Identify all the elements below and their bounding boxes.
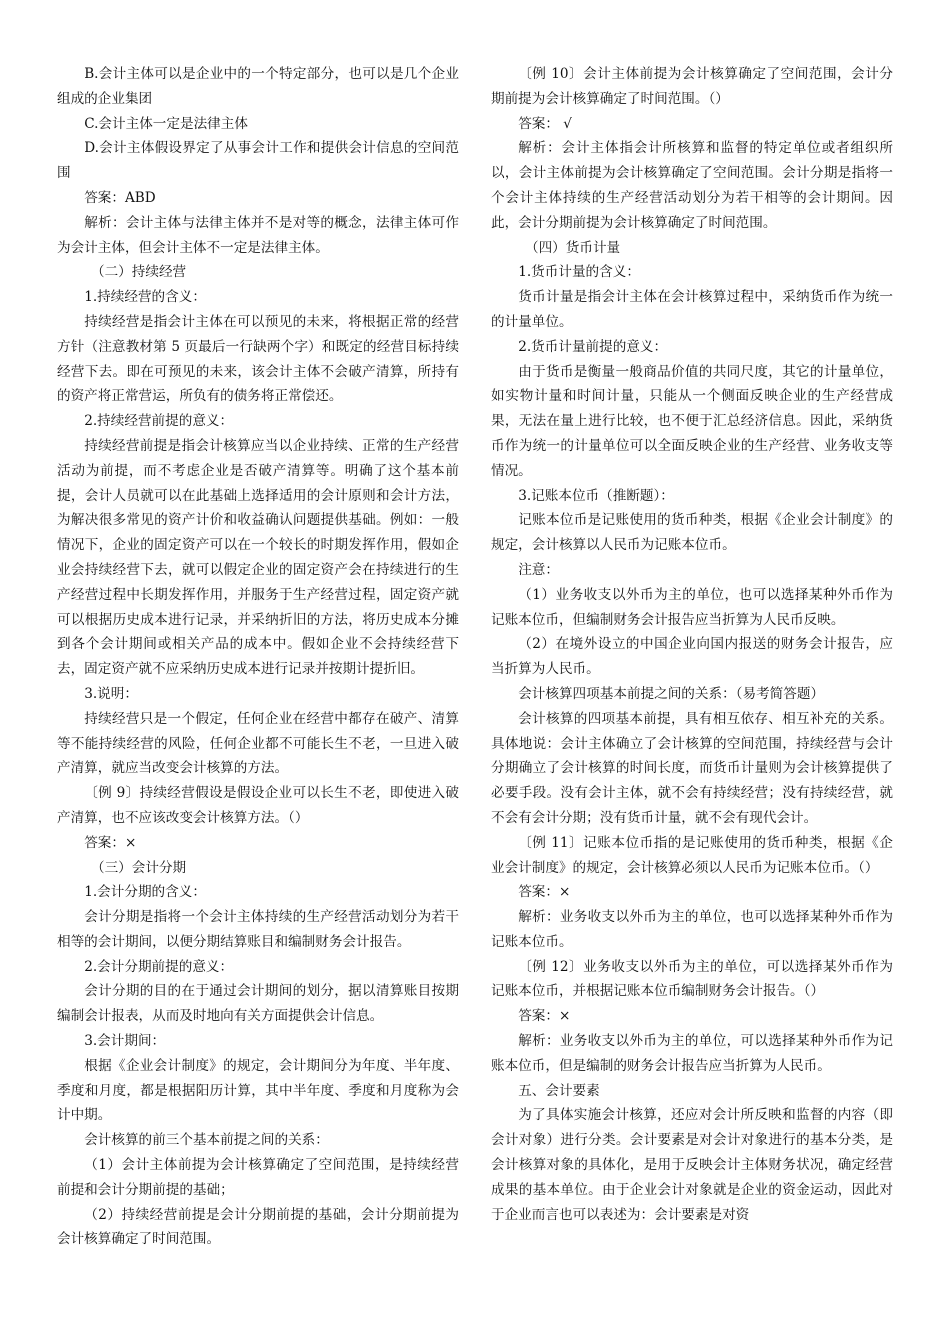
paragraph: 〔例 12〕业务收支以外币为主的单位，可以选择某外币作为记账本位币，并根据记账本位币编制财务会计报告。（）	[491, 958, 893, 1000]
paragraph: （二）持续经营	[91, 264, 187, 281]
paragraph: 注意：	[518, 561, 559, 578]
paragraph: 解析：会计主体与法律主体并不是对等的概念，法律主体可作为会计主体，但会计主体不一定是法律主体。	[57, 214, 459, 256]
paragraph: 会计分期的目的在于通过会计期间的划分，据以清算账目按期编制会计报表，从而及时地向有关方面提供会计信息。	[57, 983, 459, 1025]
paragraph: （2）持续经营前提是会计分期前提的基础，会计分期前提为会计核算确定了时间范围。	[57, 1206, 459, 1248]
paragraph: 答案：ABD	[84, 189, 156, 206]
paragraph: 会计核算四项基本前提之间的关系：（易考简答题）	[518, 685, 825, 702]
paragraph: 根据《企业会计制度》的规定，会计期间分为年度、半年度、季度和月度，都是根据阳历计算，其中半年度、季度和月度称为会计中期。	[57, 1057, 459, 1124]
paragraph: C.会计主体一定是法律主体	[84, 115, 248, 132]
paragraph: 货币计量是指会计主体在会计核算过程中，采纳货币作为统一的计量单位。	[491, 289, 893, 330]
paragraph: 解析：会计主体指会计所核算和监督的特定单位或者组织所以，会计主体前提为会计核算确定了空间范围。会计分期是指将一个会计主体持续的生产经营活动划分为若干相等的会计期间。因此，会计分期前提为会计核算确定了时间范围。	[491, 140, 893, 231]
paragraph: D.会计主体假设界定了从事会计工作和提供会计信息的空间范围	[57, 140, 459, 182]
paragraph: 〔例 10〕会计主体前提为会计核算确定了空间范围，会计分期前提为会计核算确定了时间范围。（）	[491, 66, 893, 107]
paragraph: （1）业务收支以外币为主的单位，也可以选择某种外币作为记账本位币，但编制财务会计报告应当折算为人民币反映。	[491, 586, 893, 628]
paragraph: 持续经营只是一个假定，任何企业在经营中都存在破产、清算等不能持续经营的风险，任何企业都不可能长生不老，一旦进入破产清算，就应当改变会计核算的方法。	[57, 710, 459, 777]
paragraph: （四）货币计量	[525, 239, 621, 256]
paragraph: 2.货币计量前提的意义：	[518, 338, 668, 355]
paragraph: 1.持续经营的含义：	[84, 289, 206, 306]
paragraph: 会计核算的四项基本前提，具有相互依存、相互补充的关系。具体地说：会计主体确立了会计核算的空间范围，持续经营与会计分期确立了会计核算的时间长度，而货币计量则为会计核算提供了必要手段。没有会计主体，就不会有持续经营；没有持续经营，就不会有会计分期；没有货币计量，就不会有现代会计。	[491, 710, 893, 826]
paragraph: B.会计主体可以是企业中的一个特定部分，也可以是几个企业组成的企业集团	[57, 66, 459, 107]
paragraph: 会计分期是指将一个会计主体持续的生产经营活动划分为若干相等的会计期间，以便分期结算账目和编制财务会计报告。	[57, 909, 459, 950]
paragraph: 3.记账本位币（推断题）：	[518, 487, 674, 504]
paragraph: 由于货币是衡量一般商品价值的共同尺度，其它的计量单位，如实物计量和时间计量，只能从一个侧面反映企业的生产经营成果，无法在量上进行比较，也不便于汇总经济信息。因此，采纳货币作为统一的计量单位可以全面反映企业的生产经营、业务收支等情况。	[491, 363, 893, 479]
paragraph: 记账本位币是记账使用的货币种类，根据《企业会计制度》的规定，会计核算以人民币为记账本位币。	[491, 512, 893, 554]
paragraph: 持续经营是指会计主体在可以预见的未来，将根据正常的经营方针（注意教材第 5 页最后一行缺两个字）和既定的经营目标持续经营下去。即在可预见的未来，该会计主体不会破产清算，所持有的资产将正常营运，所负有的债务将正常偿还。	[57, 313, 459, 405]
right-column	[491, 62, 893, 1227]
paragraph: 答案：×	[518, 884, 571, 901]
paragraph: 3.说明：	[84, 685, 138, 702]
paragraph: 1.货币计量的含义：	[518, 264, 640, 281]
paragraph: （2）在境外设立的中国企业向国内报送的财务会计报告，应当折算为人民币。	[491, 636, 893, 678]
paragraph: 答案： √	[518, 115, 572, 132]
paragraph: 答案：×	[518, 1008, 571, 1025]
left-column	[57, 62, 459, 1252]
paragraph: 会计核算的前三个基本前提之间的关系：	[84, 1132, 329, 1149]
paragraph: 为了具体实施会计核算，还应对会计所反映和监督的内容（即会计对象）进行分类。会计要素是对会计对象进行的基本分类，是会计核算对象的具体化，是用于反映会计主体财务状况，确定经营成果的基本单位。由于企业会计对象就是企业的资金运动，因此对于企业而言也可以表述为：会计要素是对资	[491, 1107, 893, 1223]
paragraph: 〔例 9〕持续经营假设是假设企业可以长生不老，即使进入破产清算，也不应该改变会计核算方法。（）	[57, 785, 459, 826]
paragraph: （1）会计主体前提为会计核算确定了空间范围，是持续经营前提和会计分期前提的基础；	[57, 1157, 459, 1198]
paragraph: 3.会计期间：	[84, 1033, 166, 1050]
paragraph: （三）会计分期	[91, 859, 187, 876]
paragraph: 解析：业务收支以外币为主的单位，也可以选择某种外币作为记账本位币。	[491, 909, 893, 950]
paragraph: 解析：业务收支以外币为主的单位，可以选择某种外币作为记账本位币，但是编制的财务会计报告应当折算为人民币。	[491, 1033, 893, 1074]
paragraph: 1.会计分期的含义：	[84, 884, 206, 901]
paragraph: 答案：×	[84, 834, 137, 851]
paragraph: 2.会计分期前提的意义：	[84, 958, 234, 975]
paragraph: 持续经营前提是指会计核算应当以企业持续、正常的生产经营活动为前提，而不考虑企业是否破产清算等。明确了这个基本前提，会计人员就可以在此基础上选择适用的会计原则和会计方法，为解决很多常见的资产计价和收益确认问题提供基础。例如：一般情况下，企业的固定资产可以在一个较长的时期发挥作用，假如企业会持续经营下去，就可以假定企业的固定资产会在持续进行的生产经营过程中长期发挥作用，并服务于生产经营过程，固定资产就可以根据历史成本进行记录，并采纳折旧的方法，将历史成本分摊到各个会计期间或相关产品的成本中。假如企业不会持续经营下去，固定资产就不应采纳历史成本进行记录并按期计提折旧。	[57, 437, 459, 678]
paragraph: 2.持续经营前提的意义：	[84, 413, 234, 430]
paragraph: 〔例 11〕记账本位币指的是记账使用的货币种类，根据《企业会计制度》的规定，会计核算必须以人民币为记账本位币。（）	[491, 834, 893, 876]
paragraph: 五、会计要素	[518, 1082, 600, 1099]
